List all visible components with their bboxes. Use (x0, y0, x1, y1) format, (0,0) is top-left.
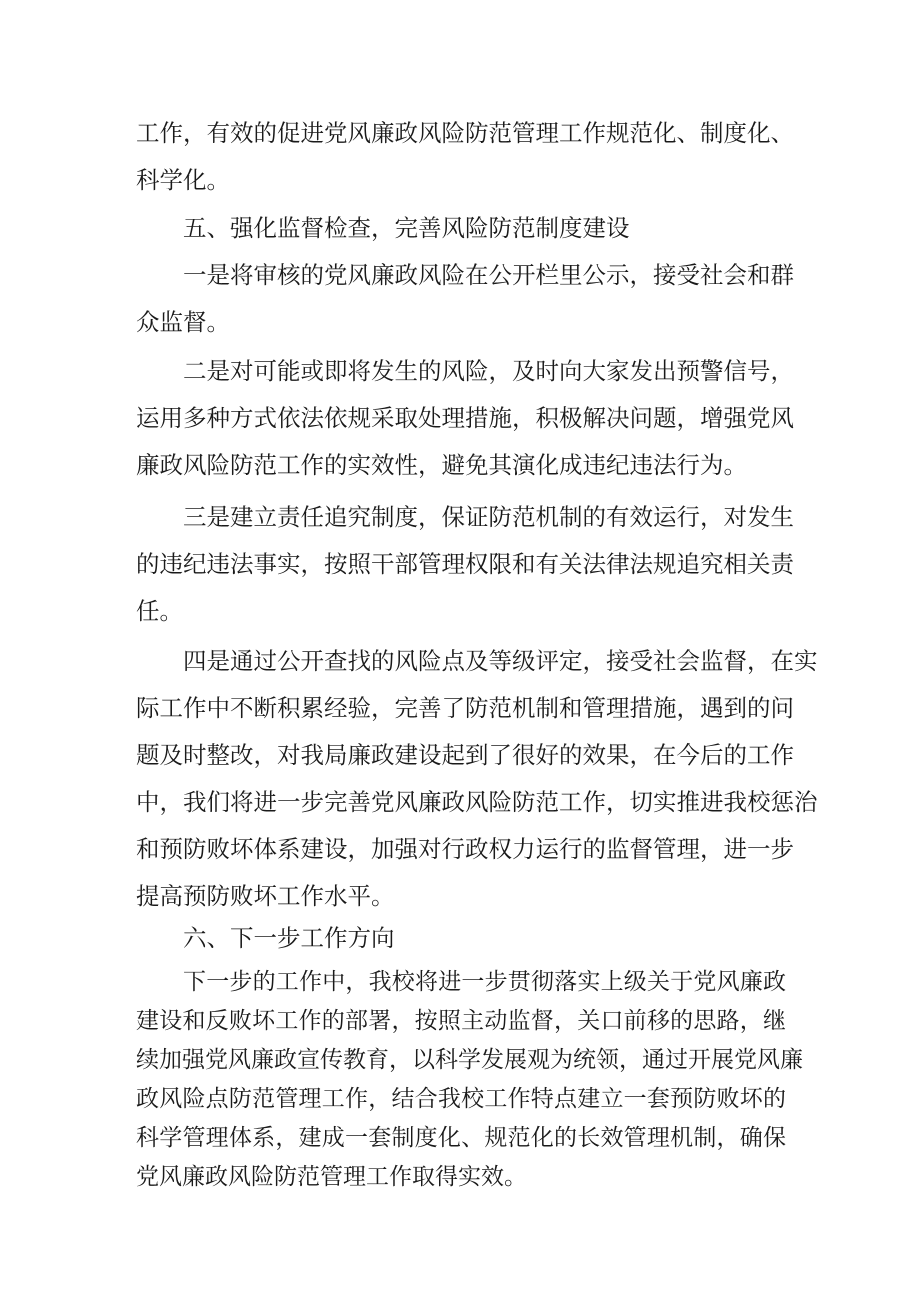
text-line: 众监督。 (136, 308, 230, 336)
section-heading-5 (136, 205, 786, 252)
paragraph-item-3 (136, 494, 794, 635)
paragraph-next-step (136, 963, 803, 1197)
text-line: 党风廉政风险防范管理工作取得实效。 (136, 1164, 527, 1190)
paragraph-continuation (136, 110, 794, 204)
text-line: 工作，有效的促进党风廉政风险防范管理工作规范化、制度化、 (136, 119, 794, 147)
text-line: 一是将审核的党风廉政风险在公开栏里公示，接受社会和群 (183, 261, 794, 289)
text-line: 政风险点防范管理工作，结合我校工作特点建立一套预防败坏的 (136, 1086, 786, 1112)
text-line: 题及时整改，对我局廉政建设起到了很好的效果，在今后的工作 (136, 741, 794, 769)
text-line: 提高预防败坏工作水平。 (136, 882, 395, 910)
text-line: 续加强党风廉政宣传教育，以科学发展观为统领，通过开展党风廉 (136, 1047, 803, 1073)
heading-text: 六、下一步工作方向 (183, 924, 395, 952)
paragraph-item-4 (136, 638, 818, 920)
text-line: 中，我们将进一步完善党风廉政风险防范工作，切实推进我校惩治 (136, 788, 818, 816)
text-line: 二是对可能或即将发生的风险，及时向大家发出预警信号， (183, 357, 794, 385)
heading-text: 五、强化监督检查，完善风险防范制度建设 (183, 214, 630, 242)
section-heading-6 (136, 915, 786, 962)
text-line: 科学化。 (136, 166, 230, 194)
text-line: 廉政风险防范工作的实效性，避免其演化成违纪违法行为。 (136, 451, 747, 479)
text-line: 四是通过公开查找的风险点及等级评定，接受社会监督，在实 (183, 647, 818, 675)
text-line: 建设和反败坏工作的部署，按照主动监督，关口前移的思路，继 (136, 1008, 786, 1034)
paragraph-item-2 (136, 348, 794, 489)
paragraph-item-1 (136, 252, 794, 346)
text-line: 运用多种方式依法依规采取处理措施，积极解决问题，增强党风 (136, 404, 794, 432)
text-line: 科学管理体系，建成一套制度化、规范化的长效管理机制，确保 (136, 1125, 786, 1151)
text-line: 下一步的工作中，我校将进一步贯彻落实上级关于党风廉政 (183, 969, 786, 995)
text-line: 际工作中不断积累经验，完善了防范机制和管理措施，遇到的问 (136, 694, 794, 722)
text-line: 的违纪违法事实，按照干部管理权限和有关法律法规追究相关责 (136, 550, 794, 578)
text-line: 和预防败坏体系建设，加强对行政权力运行的监督管理，进一步 (136, 835, 794, 863)
text-line: 任。 (136, 597, 183, 625)
text-line: 三是建立责任追究制度，保证防范机制的有效运行，对发生 (183, 503, 794, 531)
